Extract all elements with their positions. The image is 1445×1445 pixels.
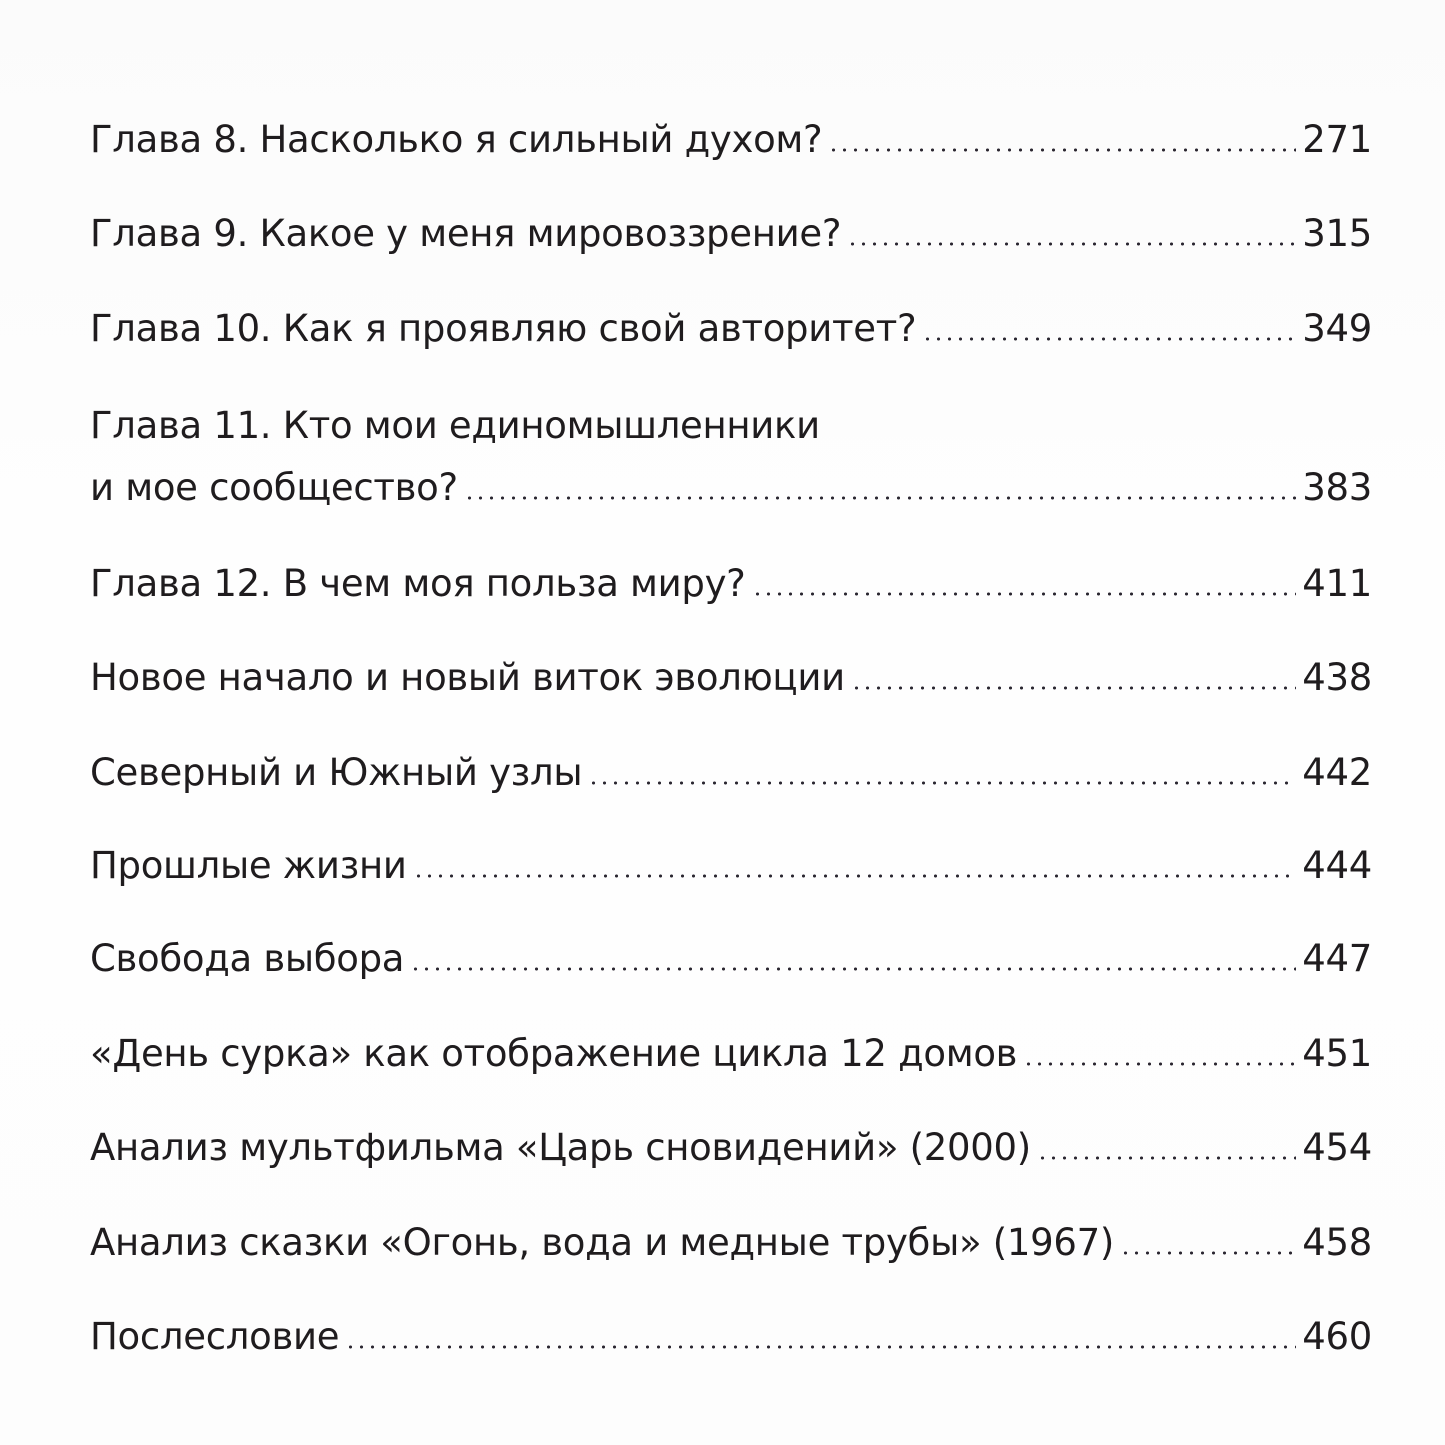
toc-entry-title: Глава 10. Как я проявляю свой авторитет? [90,307,917,350]
toc-entry-title-line-1: Глава 11. Кто мои единомышленники [90,404,820,447]
dot-leader [752,592,1297,596]
dot-leader [345,1345,1296,1349]
toc-entry-freedom-of-choice [90,936,1372,982]
toc-entry-title: Анализ сказки «Огонь, вода и медные трубы» (1967) [90,1221,1115,1264]
toc-entry-chapter-12 [90,561,1372,607]
toc-entry-title: Свобода выбора [90,937,405,980]
toc-entry-page-number: 315 [1302,212,1372,255]
toc-entry-page-number: 438 [1302,656,1372,699]
toc-entry-new-beginning [90,655,1372,701]
toc-entry-page-number: 460 [1302,1315,1372,1358]
toc-entry-groundhog-day [90,1031,1372,1077]
toc-entry-title: Анализ мультфильма «Царь сновидений» (2000) [90,1126,1031,1169]
toc-entry-page-number: 454 [1302,1126,1372,1169]
toc-entry-page-number: 383 [1302,466,1372,509]
dot-leader [1023,1062,1296,1066]
toc-entry-afterword [90,1314,1372,1360]
toc-entry-title: Послесловие [90,1315,340,1358]
dot-leader [1037,1156,1296,1160]
dot-leader [922,337,1296,341]
toc-entry-page-number: 271 [1302,118,1372,161]
toc-entry-page-number: 411 [1302,562,1372,605]
toc-entry-page-number: 447 [1302,937,1372,980]
toc-entry-chapter-10 [90,306,1372,352]
toc-entry-title: Глава 9. Какое у меня мировоззрение? [90,212,842,255]
dot-leader [588,781,1296,785]
dot-leader [413,874,1297,878]
toc-entry-title-line-2: и мое сообщество? [90,466,458,509]
toc-entry-title: Прошлые жизни [90,844,407,887]
toc-entry-page-number: 349 [1302,307,1372,350]
toc-entry-title: «День сурка» как отображение цикла 12 домов [90,1032,1018,1075]
toc-entry-lunar-nodes [90,750,1372,796]
toc-entry-page-number: 442 [1302,751,1372,794]
dot-leader [410,967,1296,971]
toc-entry-page-number: 451 [1302,1032,1372,1075]
toc-entry-title: Новое начало и новый виток эволюции [90,656,845,699]
toc-entry-fairytale-analysis [90,1220,1372,1266]
toc-entry-chapter-11 [90,403,1372,511]
toc-entry-chapter-8 [90,117,1372,163]
toc-entry-title: Глава 12. В чем моя польза миру? [90,562,746,605]
toc-entry-chapter-9 [90,211,1372,257]
toc-entry-page-number: 444 [1302,844,1372,887]
toc-entry-title: Северный и Южный узлы [90,751,583,794]
dot-leader [464,496,1296,500]
dot-leader [828,148,1296,152]
dot-leader [847,242,1296,246]
dot-leader [851,686,1296,690]
toc-entry-past-lives [90,843,1372,889]
toc-entry-cartoon-analysis [90,1125,1372,1171]
dot-leader [1120,1251,1296,1255]
toc-entry-title: Глава 8. Насколько я сильный духом? [90,118,823,161]
toc-entry-page-number: 458 [1302,1221,1372,1264]
